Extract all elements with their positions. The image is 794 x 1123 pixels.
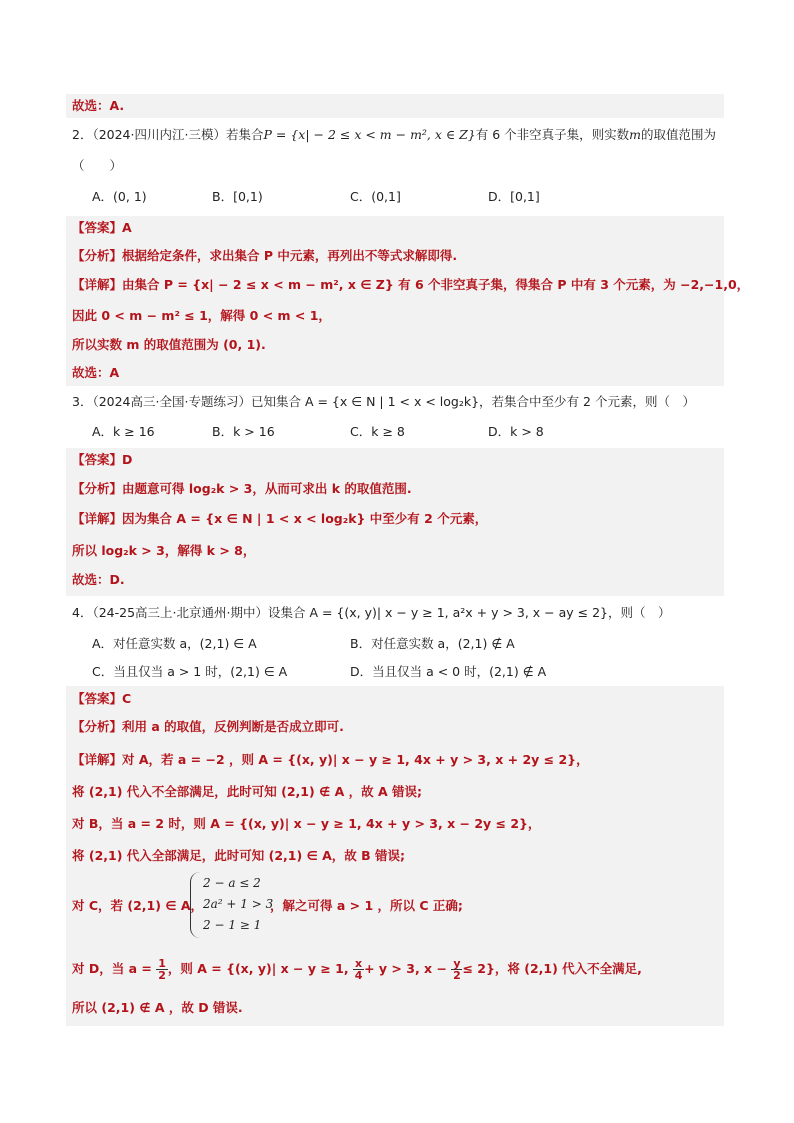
q2-detail-1 [72, 275, 749, 295]
fraction-half [156, 958, 168, 981]
q2-paren: （ ） [72, 158, 123, 173]
detail-tag: 【详解】 [72, 277, 123, 292]
detail-tag: 【详解】 [72, 752, 123, 767]
numerator: 1 [158, 957, 166, 970]
fraction-y2 [451, 958, 462, 981]
q3-answer [72, 450, 132, 470]
q4-detail-c-tail: ，解之可得 a > 1 ，所以 C 正确; [270, 898, 463, 913]
numerator: y [453, 957, 461, 970]
q3-option-c: C．k ≥ 8 [350, 424, 405, 439]
q4-answer [72, 689, 131, 709]
q2-stem [72, 125, 716, 145]
denominator: 4 [354, 969, 363, 982]
answer-value: C [122, 691, 132, 706]
denominator: 2 [158, 969, 166, 982]
q4-option-a: A．对任意实数 a，(2,1) ∈ A [92, 636, 257, 651]
q3-detail-2: 所以 log₂k > 3，解得 k > 8， [72, 543, 256, 558]
detail-text: 由集合 P = {x| − 2 ≤ x < m − m², x ∈ Z} 有 6 个非空真子集，得集合 P 中有 3 个元素，为 −2,−1,0， [122, 277, 750, 292]
final-label: 故选： [72, 98, 110, 113]
stem-text: 若集合 [225, 127, 264, 142]
q4-detail-b1: 对 B，当 a = 2 时，则 A = {(x, y)| x − y ≥ 1, 4x + y > 3, x − 2y ≤ 2}， [72, 816, 541, 831]
analysis-tag: 【分析】 [72, 248, 123, 263]
q4-detail-a1 [72, 750, 589, 770]
q2-option-b: B．[0,1) [212, 189, 263, 204]
set-expression: P = {x| − 2 ≤ x < m − m², x ∈ Z} [263, 127, 476, 142]
q4-detail-a2: 将 (2,1) 代入不全部满足，此时可知 (2,1) ∉ A ，故 A 错误; [72, 784, 423, 799]
q2-option-a: A．(0, 1) [92, 189, 147, 204]
numerator: x [355, 957, 363, 970]
detail-text: 对 A，若 a = −2 ，则 A = {(x, y)| x − y ≥ 1, 4x + y > 3, x + 2y ≤ 2}， [122, 752, 589, 767]
answer-tag: 【答案】 [72, 691, 123, 706]
q2-detail-2: 因此 0 < m − m² ≤ 1，解得 0 < m < 1， [72, 308, 331, 323]
question-number: 4． [72, 605, 93, 620]
q2-final: 故选：A [72, 365, 120, 380]
detail-text: 对 D，当 a = [72, 961, 152, 976]
answer-value: A [122, 220, 132, 235]
question-source: （24-25高三上·北京通州·期中） [92, 605, 268, 620]
q4-detail-b2: 将 (2,1) 代入全部满足，此时可知 (2,1) ∈ A，故 B 错误; [72, 848, 406, 863]
detail-text: 因为集合 A = {x ∈ N | 1 < x < log₂k} 中至少有 2 个元素， [122, 511, 488, 526]
denominator: 2 [453, 969, 461, 982]
detail-text: + y > 3, x − [364, 961, 447, 976]
detail-text: ，则 A = {(x, y)| x − y ≥ 1, [167, 961, 349, 976]
answer-tag: 【答案】 [72, 452, 123, 467]
analysis-text: 根据给定条件，求出集合 P 中元素，再列出不等式求解即得. [122, 248, 458, 263]
stem-text: 的取值范围为 [641, 127, 717, 142]
variable: m [629, 127, 642, 142]
q3-final: 故选：D. [72, 572, 125, 587]
q2-analysis [72, 246, 457, 266]
answer-value: D [122, 452, 133, 467]
q3-detail-1 [72, 509, 487, 529]
question-source: （2024·四川内江·三模） [92, 127, 226, 142]
q2-detail-3: 所以实数 m 的取值范围为 (0, 1). [72, 337, 266, 352]
system-line-1: 2 − a ≤ 2 [203, 876, 261, 890]
final-answer: A. [109, 98, 125, 113]
detail-text: ≤ 2}，将 (2,1) 代入不全满足, [462, 961, 642, 976]
q4-detail-c-lead: 对 C，若 (2,1) ∈ A， [72, 898, 204, 913]
detail-tag: 【详解】 [72, 511, 123, 526]
q1-final [72, 96, 124, 116]
answer-tag: 【答案】 [72, 220, 123, 235]
q2-option-d: D．[0,1] [488, 189, 540, 204]
analysis-tag: 【分析】 [72, 719, 123, 734]
analysis-tag: 【分析】 [72, 481, 123, 496]
q3-option-b: B．k > 16 [212, 424, 275, 439]
band-q1-final [66, 94, 724, 118]
system-line-2: 2a² + 1 > 3 [203, 897, 274, 911]
stem-text: 有 6 个非空真子集，则实数 [475, 127, 630, 142]
analysis-text: 利用 a 的取值，反例判断是否成立即可. [122, 719, 344, 734]
q4-analysis [72, 717, 344, 737]
q3-option-a: A．k ≥ 16 [92, 424, 155, 439]
analysis-text: 由题意可得 log₂k > 3，从而可求出 k 的取值范围. [122, 481, 412, 496]
q2-option-c: C．(0,1] [350, 189, 401, 204]
fraction-x4 [353, 958, 364, 981]
q4-detail-d2: 所以 (2,1) ∉ A ，故 D 错误. [72, 1000, 243, 1015]
question-number: 2． [72, 127, 93, 142]
q3-option-d: D．k > 8 [488, 424, 544, 439]
q4-option-b: B．对任意实数 a，(2,1) ∉ A [350, 636, 515, 651]
stem-text: 设集合 A = {(x, y)| x − y ≥ 1, a²x + y > 3, x − ay ≤ 2}，则（ ） [267, 605, 671, 620]
q4-option-d: D．当且仅当 a < 0 时，(2,1) ∉ A [350, 664, 547, 679]
question-source: （2024高三·全国·专题练习） [92, 394, 251, 409]
stem-text: 已知集合 A = {x ∈ N | 1 < x < log₂k}，若集合中至少有 2 个元素，则（ ） [250, 394, 695, 409]
band-q2-answer [66, 216, 724, 386]
system-line-3: 2 − 1 ≥ 1 [203, 918, 262, 932]
q2-answer [72, 218, 132, 238]
q3-analysis [72, 479, 412, 499]
q4-option-c: C．当且仅当 a > 1 时，(2,1) ∈ A [92, 664, 288, 679]
q4-detail-d1 [72, 958, 642, 981]
question-number: 3． [72, 394, 93, 409]
q3-stem [72, 392, 695, 412]
q4-stem [72, 603, 671, 623]
